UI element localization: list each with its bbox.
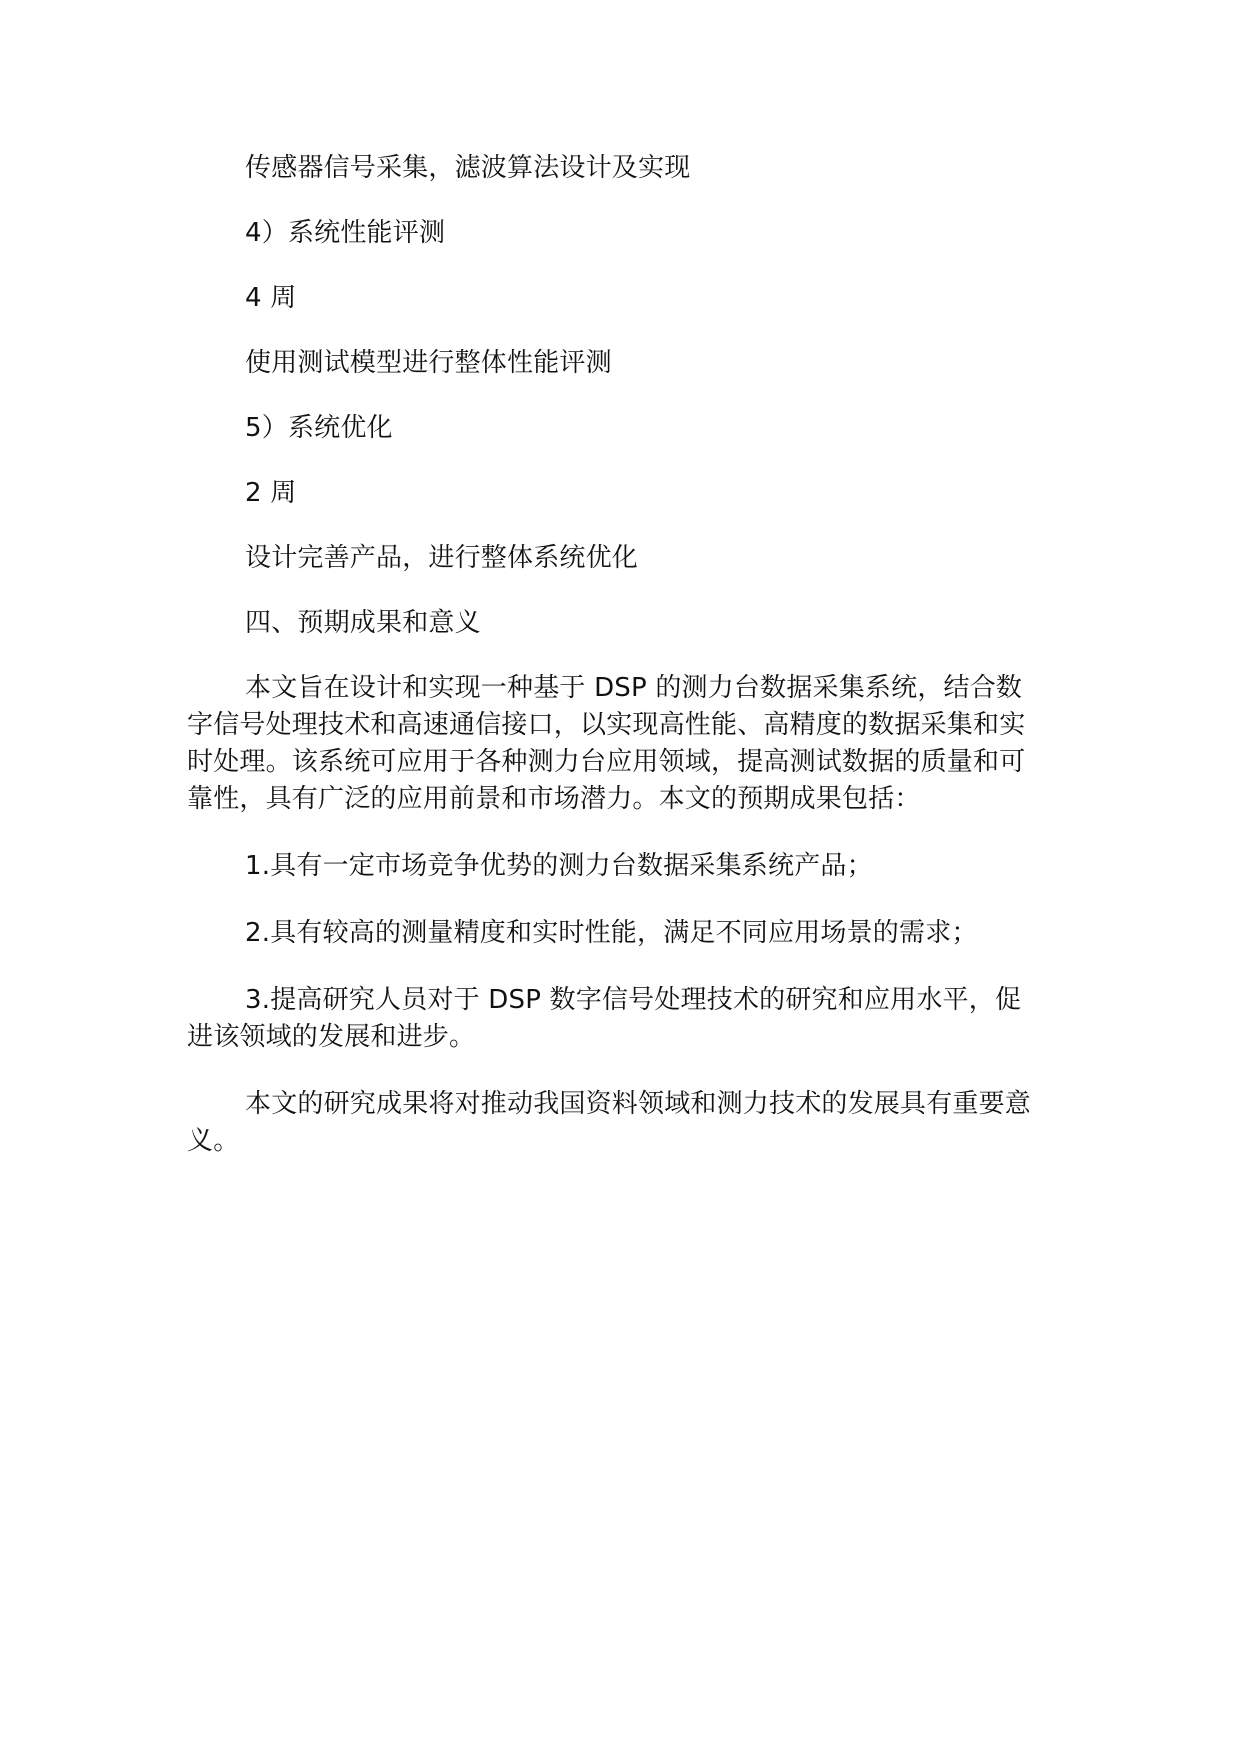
paragraph-step-4-title: 4）系统性能评测: [245, 218, 446, 248]
paragraph-summary: 本文旨在设计和实现一种基于 DSP 的测力台数据采集系统，结合数字信号处理技术和高速通信接口，以实现高性能、高精度的数据采集和实时处理。该系统可应用于各种测力台应用领域，提高测试数据的质量和可靠性，具有广泛的应用前景和市场潜力。本文的预期成果包括：: [187, 673, 1026, 814]
paragraph-step-5-title: 5）系统优化: [245, 413, 393, 443]
list-item-result-1: 1.具有一定市场竞争优势的测力台数据采集系统产品；: [245, 851, 873, 881]
paragraph-step-4-duration: 4 周: [245, 283, 297, 313]
paragraph-conclusion: 本文的研究成果将对推动我国资料领域和测力技术的发展具有重要意义。: [187, 1089, 1032, 1156]
section-heading-expected-results: 四、预期成果和意义: [245, 608, 481, 638]
list-item-result-3: 3.提高研究人员对于 DSP 数字信号处理技术的研究和应用水平，促进该领域的发展和进步。: [187, 985, 1022, 1052]
document-body: [187, 150, 1047, 1160]
paragraph-step-4-description: 使用测试模型进行整体性能评测: [245, 348, 612, 378]
paragraph-step-5-duration: 2 周: [245, 478, 297, 508]
paragraph-step-5-description: 设计完善产品，进行整体系统优化: [245, 543, 639, 573]
list-item-result-2: 2.具有较高的测量精度和实时性能，满足不同应用场景的需求；: [245, 918, 978, 948]
paragraph-sensor-signal: 传感器信号采集，滤波算法设计及实现: [245, 153, 691, 183]
